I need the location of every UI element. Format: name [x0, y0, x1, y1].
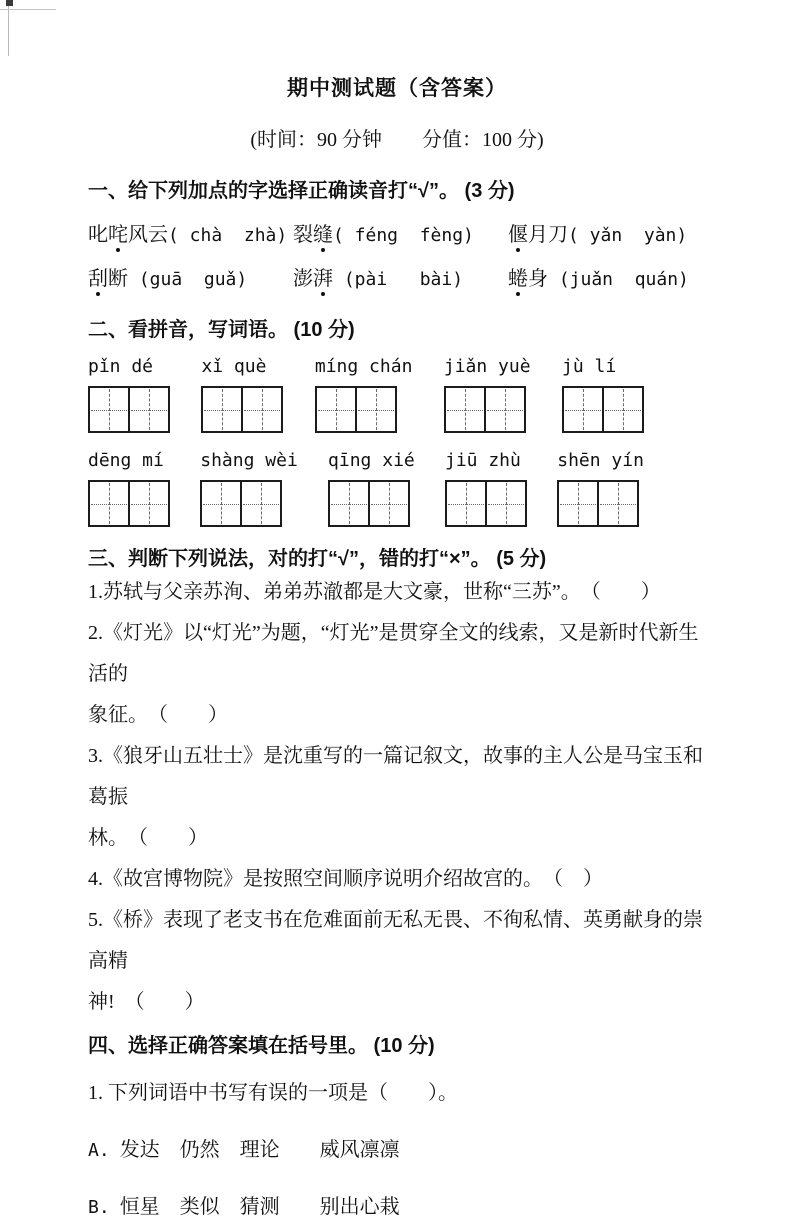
- option-b: [88, 1190, 706, 1219]
- scan-artifact-notch: [6, 0, 13, 6]
- pinyin-label: dēng mí: [88, 450, 164, 471]
- word-slot: [88, 450, 170, 530]
- pinyin-grid-row-1: [88, 356, 644, 436]
- pronunciation-row-2: [88, 262, 706, 291]
- exam-paper: [88, 72, 706, 1219]
- pinyin-label: shēn yín: [557, 450, 644, 471]
- statement-line: 2.《灯光》以“灯光”为题，“灯光”是贯穿全文的线索，又是新时代新生活的: [88, 622, 699, 685]
- pinyin-options: (guā guǎ): [128, 269, 248, 290]
- word-slot: [315, 356, 413, 436]
- pinyin-options: ( féng fèng): [333, 225, 474, 246]
- word-chars: [88, 224, 168, 246]
- dotted-char: 咤: [108, 218, 128, 247]
- writing-grid: [557, 480, 639, 527]
- pinyin-label: jiū zhù: [445, 450, 521, 471]
- grid-cell: [90, 482, 128, 525]
- page-title: 期中测试题（含答案）: [287, 76, 507, 100]
- dotted-char: 湃: [313, 262, 333, 291]
- writing-grid: [315, 386, 397, 433]
- word-slot: [201, 356, 283, 436]
- judgement-statements: [88, 572, 706, 1023]
- writing-grid: [88, 386, 170, 433]
- grid-cell: [602, 388, 642, 431]
- pinyin-label: jù lí: [562, 356, 617, 377]
- option-a: [88, 1133, 706, 1162]
- grid-cell: [484, 388, 524, 431]
- word-chars: [88, 268, 128, 290]
- pronunciation-item-3: [508, 218, 706, 247]
- word-slot: [444, 356, 531, 436]
- word-chars: [293, 268, 333, 290]
- word-post: 身: [528, 268, 548, 290]
- dotted-char: 蜷: [508, 262, 528, 291]
- writing-grid: [328, 480, 410, 527]
- option-words: 恒星 类似 猜测 别出心栽: [119, 1196, 400, 1218]
- statement-line: 象征。 （ ）: [88, 704, 228, 726]
- pinyin-options: (pài bài): [333, 269, 464, 290]
- writing-grid: [444, 386, 526, 433]
- grid-cell: [447, 482, 485, 525]
- pinyin-label: jiǎn yuè: [443, 356, 531, 377]
- statement-4: [88, 859, 706, 900]
- pinyin-label: shàng wèi: [200, 450, 298, 471]
- grid-cell: [559, 482, 597, 525]
- pronunciation-item-2: [293, 218, 508, 247]
- option-text: [110, 1196, 120, 1218]
- statement-3: [88, 736, 706, 859]
- pinyin-options: ( chà zhà): [168, 225, 288, 246]
- option-text: [110, 1139, 120, 1161]
- dotted-char: 偃: [508, 218, 528, 247]
- statement-line: 神! （ ）: [88, 991, 205, 1013]
- statement-line: 5.《桥》表现了老支书在危难面前无私无畏、不徇私情、英勇献身的崇高精: [88, 909, 703, 972]
- word-slot: [88, 356, 170, 436]
- pronunciation-item-4: [88, 262, 293, 291]
- grid-cell: [202, 482, 240, 525]
- pronunciation-item-5: [293, 262, 508, 291]
- word-post: 风云: [128, 224, 168, 246]
- grid-cell: [597, 482, 637, 525]
- grid-cell: [128, 388, 168, 431]
- grid-cell: [485, 482, 525, 525]
- writing-grid: [445, 480, 527, 527]
- statement-2: [88, 613, 706, 736]
- grid-cell: [240, 482, 280, 525]
- dotted-char: 缝: [313, 218, 333, 247]
- grid-cell: [330, 482, 368, 525]
- grid-cell: [446, 388, 484, 431]
- word-post: 月刀: [528, 224, 568, 246]
- time-score-line: (时间：90 分钟 分值：100 分): [250, 129, 544, 151]
- option-label: B.: [88, 1197, 110, 1218]
- word-chars: [508, 224, 568, 246]
- pinyin-options: ( yǎn yàn): [568, 225, 688, 246]
- pronunciation-row-1: [88, 218, 706, 247]
- section3-heading: 三、判断下列说法，对的打“√”，错的打“×”。 (5 分): [88, 548, 547, 570]
- statement-1: [88, 572, 706, 613]
- pinyin-options: (juǎn quán): [548, 269, 689, 290]
- pinyin-label: pǐn dé: [88, 356, 154, 377]
- statement-line: 林。 （ ）: [88, 827, 208, 849]
- writing-grid: [201, 386, 283, 433]
- word-post: 断: [108, 268, 128, 290]
- word-pre: 澎: [293, 268, 313, 290]
- pronunciation-item-6: [508, 262, 706, 291]
- option-words: 发达 仍然 理论 威风凛凛: [119, 1139, 400, 1161]
- statement-line: 1.苏轼与父亲苏洵、弟弟苏澈都是大文豪，世称“三苏”。 （ ）: [88, 581, 661, 603]
- grid-cell: [355, 388, 395, 431]
- grid-cell: [90, 388, 128, 431]
- writing-grid: [88, 480, 170, 527]
- grid-cell: [128, 482, 168, 525]
- word-slot: [557, 450, 644, 530]
- scan-artifact-horizontal: [0, 9, 56, 10]
- writing-grid: [562, 386, 644, 433]
- statement-line: 3.《狼牙山五壮士》是沈重写的一篇记叙文，故事的主人公是马宝玉和葛振: [88, 745, 703, 808]
- grid-cell: [368, 482, 408, 525]
- option-label: A.: [88, 1140, 110, 1161]
- statement-line: 4.《故宫博物院》是按照空间顺序说明介绍故宫的。 （ ）: [88, 868, 603, 890]
- word-chars: [293, 224, 333, 246]
- question-1: 1. 下列词语中书写有误的一项是（ ）。: [88, 1082, 458, 1104]
- word-chars: [508, 268, 548, 290]
- section1-heading: 一、给下列加点的字选择正确读音打“√”。 (3 分): [88, 180, 515, 202]
- statement-5: [88, 900, 706, 1023]
- grid-cell: [203, 388, 241, 431]
- word-pre: 叱: [88, 224, 108, 246]
- word-slot: [562, 356, 644, 436]
- pronunciation-item-1: [88, 218, 293, 247]
- pinyin-label: qīng xié: [328, 450, 415, 471]
- word-slot: [200, 450, 298, 530]
- pinyin-grid-row-2: [88, 450, 644, 530]
- pinyin-label: míng chán: [314, 356, 413, 377]
- dotted-char: 刮: [88, 262, 108, 291]
- word-slot: [328, 450, 415, 530]
- grid-cell: [241, 388, 281, 431]
- word-slot: [445, 450, 527, 530]
- section2-heading: 二、看拼音，写词语。 (10 分): [88, 319, 355, 341]
- writing-grid: [200, 480, 282, 527]
- section4-heading: 四、选择正确答案填在括号里。 (10 分): [88, 1035, 435, 1057]
- word-pre: 裂: [293, 224, 313, 246]
- grid-cell: [317, 388, 355, 431]
- grid-cell: [564, 388, 602, 431]
- pinyin-label: xǐ què: [201, 356, 267, 377]
